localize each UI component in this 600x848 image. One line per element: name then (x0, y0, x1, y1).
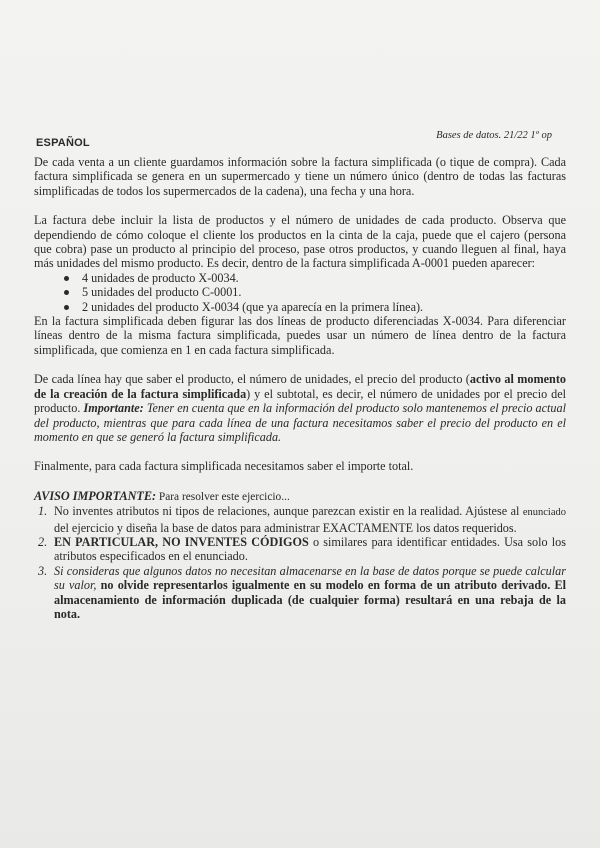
important-text: Tener en cuenta que en la información del producto solo mantenemos el precio actual del producto, mientras que para cada línea de una factura necesitamos saber el precio del producto en el momento en que se generó la factura simplificada. (34, 401, 567, 444)
rule-bold: EN PARTICULAR, NO INVENTES CÓDIGOS (54, 534, 309, 549)
rule-text-b: del ejercicio y diseña la base de datos para administrar EXACTAMENTE los datos requeridos. (54, 520, 517, 535)
rule-number: 3. (38, 563, 48, 578)
language-label: ESPAÑOL (36, 137, 90, 149)
notice-subtitle: Para resolver este ejercicio... (156, 490, 290, 503)
rule-item (38, 504, 566, 535)
rule-text-small: enunciado (522, 507, 566, 519)
list-item: 5 unidades del producto C-0001. (82, 285, 566, 299)
list-item: 4 unidades de producto X-0034. (82, 271, 566, 285)
line-info-text-a: De cada línea hay que saber el producto, el número de unidades, el precio del producto ( (34, 372, 470, 387)
intro-paragraph: De cada venta a un cliente guardamos información sobre la factura simplificada (o tique de compra). Cada factura simplificada se genera en un supermercado y tiene un número único (dentro de todas las facturas simplificadas de todos los supermercados de la cadena), una fecha y una hora. (34, 155, 566, 198)
notice-title: AVISO IMPORTANTE: (34, 488, 157, 503)
rule-number: 1. (38, 504, 48, 519)
products-paragraph: La factura debe incluir la lista de productos y el número de unidades de cada producto. Observa que dependiendo de cómo coloque el cliente los productos en la cinta de la caja, puede que el cajero (persona que cobra) pase un producto al principio del proceso, pase otros productos, y cuando lleguen al final, haya más unidades del mismo producto. Es decir, dentro de la factura simplificada A-0001 pueden aparecer: (34, 213, 566, 271)
line-info-bold: activo al momento de la creación de la factura simplificada (34, 372, 566, 401)
important-label: Importante: (83, 401, 144, 416)
rule-bold: no olvide representarlos igualmente en su modelo en forma de un atributo derivado. El almacenamiento de información duplicada (de cualquier forma) resultará en una rebaja de la nota. (54, 578, 566, 621)
example-list (34, 271, 566, 314)
rule-item (38, 563, 566, 622)
rule-item (38, 534, 566, 564)
final-paragraph: Finalmente, para cada factura simplificada necesitamos saber el importe total. (34, 459, 414, 474)
notice-heading (34, 489, 566, 504)
lines-paragraph: En la factura simplificada deben figurar las dos líneas de producto diferenciadas X-0034. Para diferenciar líneas dentro de la misma factura simplificada, puedes usar un número de línea dentro de la factura simplificada, que comienza en 1 en cada factura simplificada. (34, 314, 566, 357)
rule-text: o similares para identificar entidades. Usa solo los atributos especificados en el enunciado. (54, 534, 566, 564)
rule-italic: Si consideras que algunos datos no necesitan almacenarse en la base de datos porque se puede calcular su valor, (54, 563, 566, 593)
list-item: 2 unidades del producto X-0034 (que ya aparecía en la primera línea). (82, 300, 566, 314)
notice-rules (34, 504, 566, 621)
rule-number: 2. (38, 534, 48, 549)
document-body (34, 155, 566, 621)
line-info-paragraph (34, 372, 566, 444)
line-info-text-b: ) y el subtotal, es decir, el número de unidades por el precio del producto. (34, 386, 566, 416)
rule-text-a: No inventes atributos ni tipos de relaciones, aunque parezcan existir en la realidad. Ajústese al (54, 504, 523, 519)
course-label: Bases de datos. 21/22 1º op (436, 130, 552, 141)
